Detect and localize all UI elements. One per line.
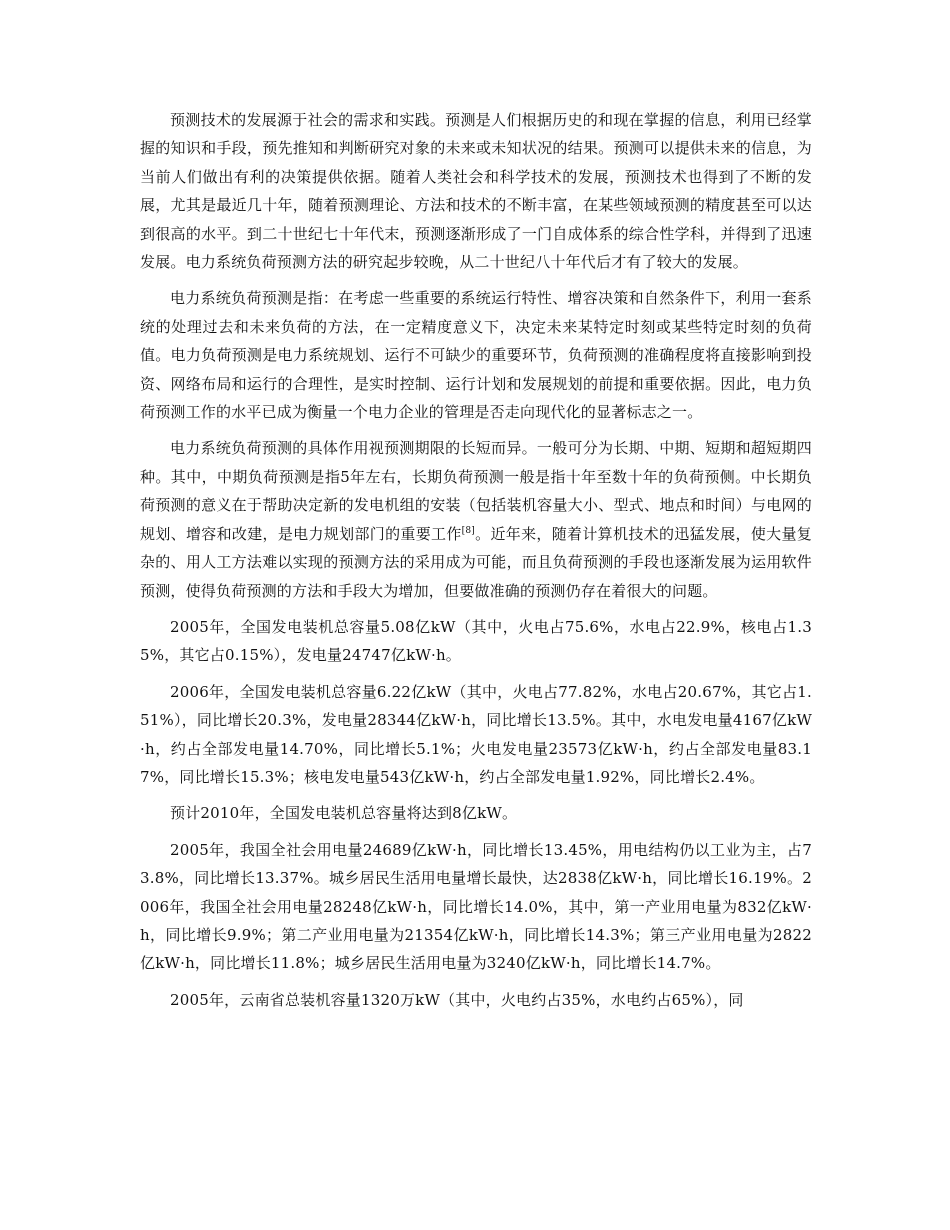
document-body: [140, 106, 812, 1022]
paragraph-electricity-consumption: 2005年，我国全社会用电量24689亿kW·h，同比增长13.45%，用电结构仍以工业为主，占73.8%，同比增长13.37%。城乡居民生活用电量增长最快，达2838亿kW·h，同比增长16.19%。2006年，我国全社会用电量28248亿kW·h，同比增长14.0%，其中，第一产业用电量为832亿kW·h，同比增长9.9%；第二产业用电量为21354亿kW·h，同比增长14.3%；第三产业用电量为2822亿kW·h，同比增长11.8%；城乡居民生活用电量为3240亿kW·h，同比增长14.7%。: [140, 840, 812, 973]
paragraph-forecast-periods-text-after: 。近年来，随着计算机技术的迅猛发展，使大量复杂的、用人工方法难以实现的预测方法的采用成为可能，而且负荷预测的手段也逐渐发展为运用软件预测，使得负荷预测的方法和手段大为增加，但要做准确的预测仍存在着很大的问题。: [140, 524, 813, 600]
paragraph-2005-capacity: 2005年，全国发电装机总容量5.08亿kW（其中，火电占75.6%，水电占22.9%，核电占1.35%，其它占0.15%），发电量24747亿kW·h。: [140, 617, 812, 665]
paragraph-forecast-history: 预测技术的发展源于社会的需求和实践。预测是人们根据历史的和现在掌握的信息，利用已经掌握的知识和手段，预先推知和判断研究对象的未来或未知状况的结果。预测可以提供未来的信息，为当前人们做出有利的决策提供依据。随着人类社会和科学技术的发展，预测技术也得到了不断的发展，尤其是最近几十年，随着预测理论、方法和技术的不断丰富，在某些领域预测的精度甚至可以达到很高的水平。到二十世纪七十年代末，预测逐渐形成了一门自成体系的综合性学科，并得到了迅速发展。电力系统负荷预测方法的研究起步较晚，从二十世纪八十年代后才有了较大的发展。: [140, 111, 812, 272]
paragraph-2006-capacity: 2006年，全国发电装机总容量6.22亿kW（其中，火电占77.82%，水电占20.67%，其它占1.51%），同比增长20.3%，发电量28344亿kW·h，同比增长13.5%。其中，水电发电量4167亿kW·h，约占全部发电量14.70%，同比增长5.1%；火电发电量23573亿kW·h，约占全部发电量83.17%，同比增长15.3%；核电发电量543亿kW·h，约占全部发电量1.92%，同比增长2.4%。: [140, 682, 812, 786]
paragraph-2010-projection: 预计2010年，全国发电装机总容量将达到8亿kW。: [170, 804, 518, 823]
paragraph-yunnan-capacity: 2005年，云南省总装机容量1320万kW（其中，火电约占35%，水电约占65%），同: [170, 990, 744, 1009]
paragraph-load-forecast-definition: 电力系统负荷预测是指：在考虑一些重要的系统运行特性、增容决策和自然条件下，利用一套系统的处理过去和未来负荷的方法，在一定精度意义下，决定未来某特定时刻或某些特定时刻的负荷值。电力负荷预测是电力系统规划、运行不可缺少的重要环节，负荷预测的准确程度将直接影响到投资、网络布局和运行的合理性，是实时控制、运行计划和发展规划的前提和重要依据。因此，电力负荷预测工作的水平已成为衡量一个电力企业的管理是否走向现代化的显著标志之一。: [140, 289, 812, 422]
citation-reference: [8]: [461, 525, 476, 536]
paragraph-forecast-periods: [140, 434, 812, 604]
paragraph-forecast-periods-text-before: 电力系统负荷预测的具体作用视预测期限的长短而异。一般可分为长期、中期、短期和超短期四种。其中，中期负荷预测是指5年左右，长期负荷预测一般是指十年至数十年的负荷预侧。中长期负荷预测的意义在于帮助决定新的发电机组的安装（包括装机容量大小、型式、地点和时间）与电网的规划、增容和改建，是电力规划部门的重要工作: [140, 439, 812, 543]
